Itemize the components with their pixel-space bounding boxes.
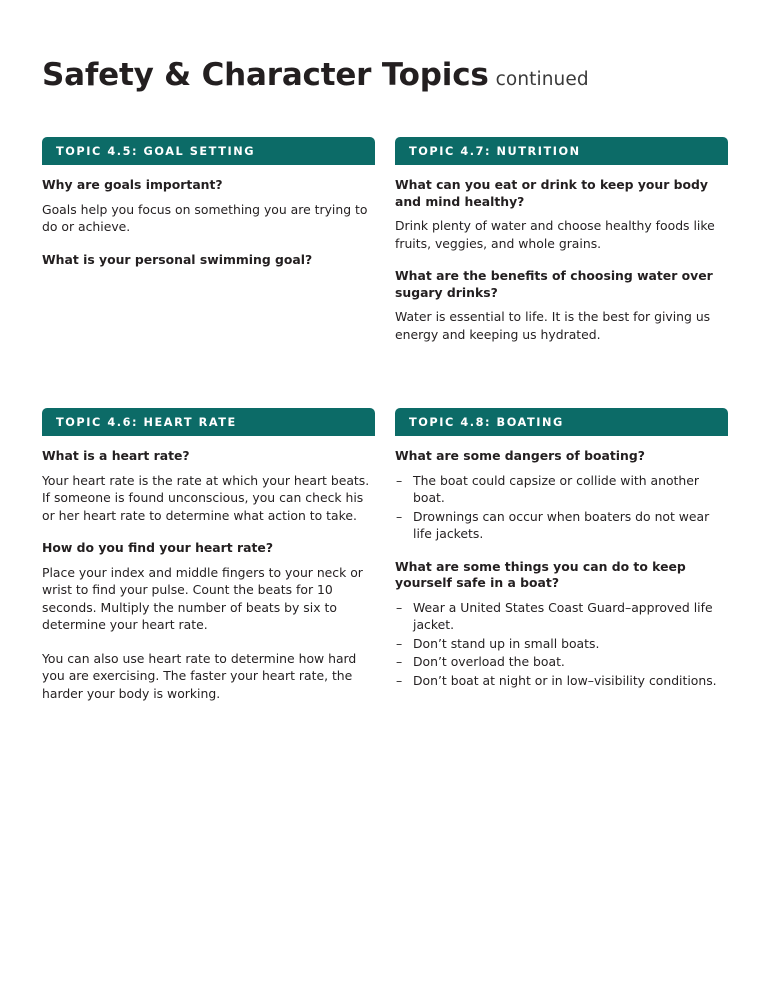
topic-4-5-question: What is your personal swimming goal? (42, 251, 313, 267)
topic-4-5-question: Why are goals important? (42, 177, 223, 192)
topic-4-5-header-bar (42, 137, 375, 165)
topic-4-6-answer: Place your index and middle fingers to your neck or wrist to find your pulse. Count the beats for 10 seconds. Multiply the number of beats by six to determine your heart rate. (42, 564, 363, 632)
topic-4-8-question: What are some things you can do to keep yourself safe in a boat? (395, 558, 686, 590)
topic-4-8-question: What are some dangers of boating? (395, 448, 645, 463)
list-item (395, 672, 728, 690)
topic-4-8-bullet-list (395, 599, 728, 690)
list-item (395, 635, 728, 653)
list-item (395, 653, 728, 671)
dash-bullet-icon: – (396, 654, 403, 669)
list-item-text: Drownings can occur when boaters do not wear life jackets. (413, 508, 710, 541)
dash-bullet-icon: – (396, 672, 403, 688)
list-item-text: Wear a United States Coast Guard–approved life jacket. (413, 599, 713, 632)
topic-4-6-answer: Your heart rate is the rate at which your heart beats. If someone is found unconscious, you can check his or her heart rate to determine what action to take. (42, 472, 370, 523)
list-item-text: Don’t stand up in small boats. (413, 635, 600, 651)
topic-4-6-qa-group (42, 540, 375, 634)
topic-4-5-qa-group (42, 177, 375, 236)
dash-bullet-icon: – (396, 599, 403, 615)
topic-4-7-body (395, 165, 728, 343)
topic-4-8-block (395, 408, 728, 690)
topic-4-7-answer: Drink plenty of water and choose healthy foods like fruits, veggies, and whole grains. (395, 218, 715, 251)
page-title (42, 57, 589, 93)
topic-4-8-bullet-list (395, 472, 728, 543)
topic-4-7-header-bar (395, 137, 728, 165)
topic-4-6-qa-group (42, 650, 375, 703)
topic-4-5-header-label: TOPIC 4.5: GOAL SETTING (56, 144, 256, 158)
topic-4-8-header-bar (395, 408, 728, 436)
topic-4-7-answer: Water is essential to life. It is the best for giving us energy and keeping us hydrated. (395, 309, 711, 342)
dash-bullet-icon: – (396, 635, 403, 651)
topic-4-7-header-label: TOPIC 4.7: NUTRITION (409, 144, 581, 158)
topic-4-5-answer: Goals help you focus on something you are trying to do or achieve. (42, 201, 368, 234)
list-item (395, 508, 728, 543)
topic-4-5-qa-group (42, 252, 375, 269)
dash-bullet-icon: – (396, 472, 403, 488)
topic-4-5-body (42, 165, 375, 268)
list-item-text: The boat could capsize or collide with another boat. (413, 472, 699, 505)
list-item (395, 599, 728, 634)
topic-4-8-qa-group (395, 448, 728, 543)
topic-4-6-header-bar (42, 408, 375, 436)
topic-4-6-qa-group (42, 448, 375, 524)
topic-4-5-block (42, 137, 375, 275)
topic-4-7-question: What can you eat or drink to keep your body and mind healthy? (395, 177, 709, 209)
topic-4-8-body (395, 436, 728, 689)
topic-4-8-qa-group (395, 559, 728, 690)
topic-4-7-qa-group (395, 177, 728, 252)
topic-4-6-block (42, 408, 375, 702)
page-title-continued: continued (495, 69, 589, 90)
topic-4-7-block (395, 137, 728, 343)
topic-4-6-header-label: TOPIC 4.6: HEART RATE (56, 415, 237, 429)
topic-4-6-question: What is a heart rate? (42, 448, 190, 463)
topic-4-7-qa-group (395, 268, 728, 343)
topic-4-8-header-label: TOPIC 4.8: BOATING (409, 415, 564, 429)
topic-4-6-body (42, 436, 375, 702)
page-title-main: Safety & Character Topics (42, 57, 489, 93)
dash-bullet-icon: – (396, 508, 403, 524)
topic-4-7-question: What are the benefits of choosing water over sugary drinks? (395, 268, 713, 300)
topic-4-6-answer: You can also use heart rate to determine how hard you are exercising. The faster your heart rate, the harder your body is working. (42, 650, 357, 701)
list-item (395, 472, 728, 507)
list-item-text: Don’t boat at night or in low–visibility conditions. (413, 672, 717, 688)
topic-4-6-question: How do you find your heart rate? (42, 540, 274, 555)
list-item-text: Don’t overload the boat. (413, 654, 565, 669)
